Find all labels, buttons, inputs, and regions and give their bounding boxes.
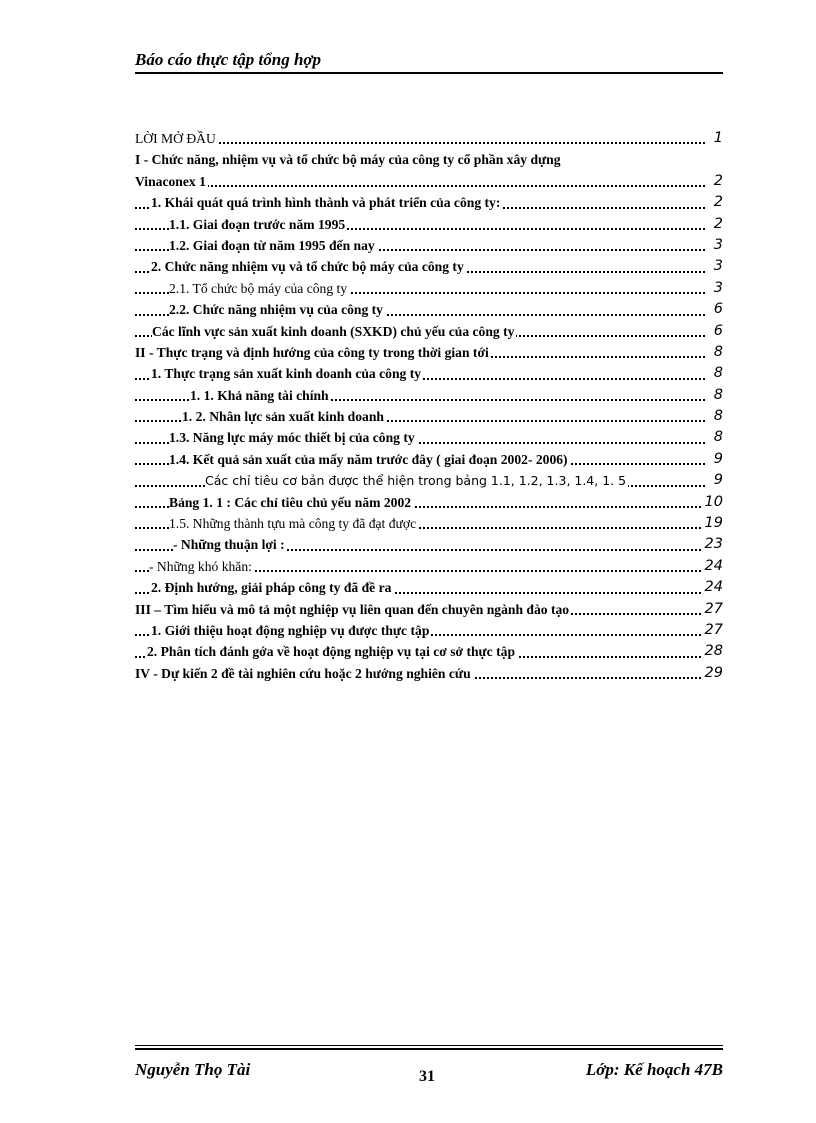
toc-entry-page: 2 xyxy=(712,171,723,192)
toc-entry[interactable] xyxy=(135,321,723,342)
toc-entry-title: 2. Phân tích đánh gớa về hoạt động nghiệp vụ tại cơ sở thực tập xyxy=(147,644,516,660)
toc-entry[interactable] xyxy=(135,149,723,170)
toc-entry-title: III – Tìm hiểu và mô tả một nghiệp vụ liên quan đến chuyên ngành đào tạo xyxy=(135,601,570,617)
toc-entry[interactable] xyxy=(135,192,723,213)
toc-entry[interactable] xyxy=(135,171,723,192)
toc-entry[interactable] xyxy=(135,492,723,513)
table-of-contents xyxy=(135,128,723,684)
toc-entry-title: - Những thuận lợi : xyxy=(173,537,285,553)
toc-entry-page: 24 xyxy=(703,556,723,577)
toc-entry-page: 3 xyxy=(712,278,723,299)
toc-entry-page: 8 xyxy=(712,342,723,363)
toc-entry-title: 2.1. Tổ chức bộ máy của công ty xyxy=(169,280,348,296)
toc-entry-title: 1. 2. Nhân lực sản xuất kinh doanh xyxy=(182,409,384,425)
toc-entry[interactable] xyxy=(135,449,723,470)
toc-entry[interactable] xyxy=(135,513,723,534)
toc-entry[interactable] xyxy=(135,278,723,299)
toc-entry-title: Bảng 1. 1 : Các chỉ tiêu chủ yếu năm 2002 xyxy=(169,494,412,510)
toc-entry-title: 2.2. Chức năng nhiệm vụ của công ty xyxy=(169,302,383,318)
toc-entry-title: I - Chức năng, nhiệm vụ và tổ chức bộ máy của công ty cổ phần xây dựng xyxy=(135,152,561,168)
toc-entry-page: 19 xyxy=(703,513,723,534)
toc-entry-title: 1.3. Năng lực máy móc thiết bị của công ty xyxy=(169,430,415,446)
toc-entry[interactable] xyxy=(135,427,723,448)
toc-entry-title: 1. Giới thiệu hoạt động nghiệp vụ được thực tập xyxy=(151,622,430,638)
toc-entry[interactable] xyxy=(135,663,723,684)
toc-entry-page: 9 xyxy=(712,470,723,491)
toc-entry-title: Vinaconex 1 xyxy=(135,173,206,189)
toc-entry-page: 6 xyxy=(712,321,723,342)
toc-entry-page: 6 xyxy=(712,299,723,320)
toc-entry-title: 1.2. Giai đoạn từ năm 1995 đến nay xyxy=(169,237,375,253)
toc-entry[interactable] xyxy=(135,256,723,277)
toc-entry[interactable] xyxy=(135,534,723,555)
toc-entry-title: II - Thực trạng và định hướng của công ty trong thời gian tới xyxy=(135,344,489,360)
footer-author: Nguyễn Thọ Tài xyxy=(135,1060,251,1079)
toc-entry-page: 1 xyxy=(712,128,723,149)
toc-entry-title: 1.5. Những thành tựu mà công ty đã đạt được xyxy=(169,516,417,532)
toc-entry-page: 8 xyxy=(712,385,723,406)
toc-entry[interactable] xyxy=(135,299,723,320)
page-header xyxy=(135,50,723,74)
toc-entry-title: 1. 1. Khả năng tài chính xyxy=(190,387,329,403)
toc-entry[interactable] xyxy=(135,342,723,363)
toc-leader-dots xyxy=(135,185,705,187)
toc-entry[interactable] xyxy=(135,235,723,256)
toc-entry-title: 1.4. Kết quả sản xuất của mấy năm trước đây ( giai đoạn 2002- 2006) xyxy=(169,451,568,467)
toc-entry-title: Các chỉ tiêu cơ bản được thể hiện trong bảng 1.1, 1.2, 1.3, 1.4, 1. 5 xyxy=(205,473,627,489)
header-rule xyxy=(135,72,723,74)
toc-entry[interactable] xyxy=(135,406,723,427)
toc-entry-title: 2. Định hướng, giải pháp công ty đã đề ra xyxy=(151,580,392,596)
toc-entry-title: 1.1. Giai đoạn trước năm 1995 xyxy=(169,216,346,232)
toc-entry-title: Các lĩnh vực sản xuất kinh doanh (SXKD) chủ yếu của công ty xyxy=(152,323,515,339)
toc-entry-page: 23 xyxy=(703,534,723,555)
toc-entry[interactable] xyxy=(135,556,723,577)
toc-entry[interactable] xyxy=(135,363,723,384)
toc-entry[interactable] xyxy=(135,577,723,598)
toc-entry[interactable] xyxy=(135,620,723,641)
toc-entry-title: - Những khó khăn: xyxy=(149,558,252,574)
toc-entry[interactable] xyxy=(135,385,723,406)
toc-entry-page: 27 xyxy=(703,620,723,641)
toc-entry-page: 9 xyxy=(712,449,723,470)
toc-entry-page: 3 xyxy=(712,235,723,256)
toc-entry-page: 3 xyxy=(712,256,723,277)
toc-entry-page: 2 xyxy=(712,192,723,213)
toc-entry-page: 27 xyxy=(703,599,723,620)
toc-entry-page: 28 xyxy=(703,641,723,662)
page-number: 31 xyxy=(419,1068,435,1085)
toc-entry[interactable] xyxy=(135,214,723,235)
toc-entry[interactable] xyxy=(135,641,723,662)
toc-entry-page: 8 xyxy=(712,427,723,448)
toc-entry-title: LỜI MỞ ĐẦU xyxy=(135,131,216,146)
header-title: Báo cáo thực tập tổng hợp xyxy=(135,50,322,69)
toc-entry-page: 10 xyxy=(703,492,723,513)
toc-entry-page: 24 xyxy=(703,577,723,598)
toc-entry-page: 29 xyxy=(703,663,723,684)
toc-entry[interactable] xyxy=(135,128,723,149)
toc-entry-title: 1. Thực trạng sản xuất kinh doanh của công ty xyxy=(151,366,422,382)
footer-rule-thin xyxy=(135,1045,723,1046)
toc-entry-page: 8 xyxy=(712,406,723,427)
toc-entry-title: 1. Khái quát quá trình hình thành và phát triển của công ty: xyxy=(151,195,501,211)
footer-class: Lớp: Kế hoạch 47B xyxy=(585,1060,723,1079)
toc-entry[interactable] xyxy=(135,599,723,620)
toc-leader-dots xyxy=(135,142,705,144)
toc-entry-title: IV - Dự kiến 2 đề tài nghiên cứu hoặc 2 hướng nghiên cứu xyxy=(135,665,471,681)
toc-entry-page: 2 xyxy=(712,214,723,235)
toc-entry-page: 8 xyxy=(712,363,723,384)
toc-entry-title: 2. Chức năng nhiệm vụ và tổ chức bộ máy của công ty xyxy=(151,259,464,275)
toc-entry[interactable] xyxy=(135,470,723,491)
page-footer xyxy=(135,1045,723,1090)
